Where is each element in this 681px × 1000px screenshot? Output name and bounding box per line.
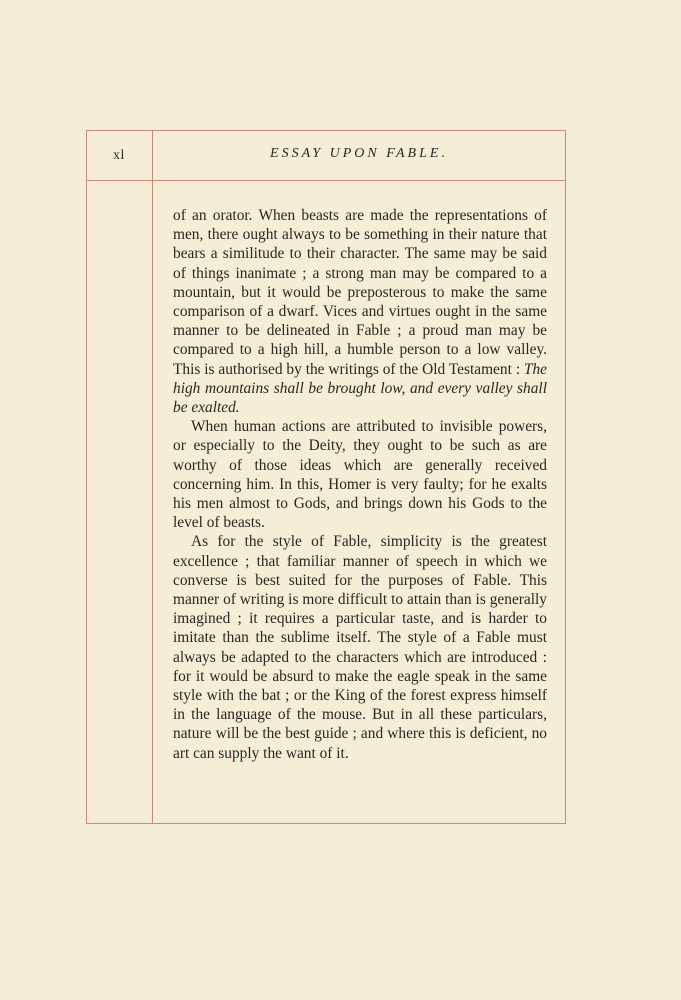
paragraph-1-text: of an orator. When beasts are made the representations of men, there ought always to be something in their nature that bears a similitude to their character. The same may be said of things inanimate ; a strong man may be compared to a mountain, but it would be preposterous to make the same comparison of a dwarf. Vices and virtues ought in the same manner to be delineated in Fable ; a proud man may be compared to a high hill, a humble person to a low valley. This is authorised by the writings of the Old Testament :	[173, 207, 547, 378]
paragraph-2: When human actions are attributed to invisible powers, or especially to the Deity, they ought to be such as are worthy of those ideas which are generally received concerning him. In this, Homer is very faulty; for he exalts his men almost to Gods, and brings down his Gods to the level of beasts.	[173, 418, 547, 532]
header-rule	[86, 180, 566, 181]
page-number: xl	[113, 148, 125, 163]
scripture-quote: The high mountains shall be brought low, and every valley shall be exalted.	[173, 360, 547, 417]
essay-body	[173, 206, 547, 763]
paragraph-1	[173, 206, 547, 417]
running-head: ESSAY UPON FABLE.	[270, 146, 448, 161]
margin-rule	[152, 130, 153, 824]
paragraph-3: As for the style of Fable, simplicity is the greatest excellence ; that familiar manner of speech in which we converse is best suited for the purposes of Fable. This manner of writing is more difficult to attain than is generally imagined ; it requires a particular taste, and is harder to imitate than the sublime itself. The style of a Fable must always be adapted to the characters which are introduced : for it would be absurd to make the eagle speak in the same style with the bat ; or the King of the forest express himself in the language of the mouse. But in all these particulars, nature will be the best guide ; and where this is deficient, no art can supply the want of it.	[173, 533, 547, 762]
